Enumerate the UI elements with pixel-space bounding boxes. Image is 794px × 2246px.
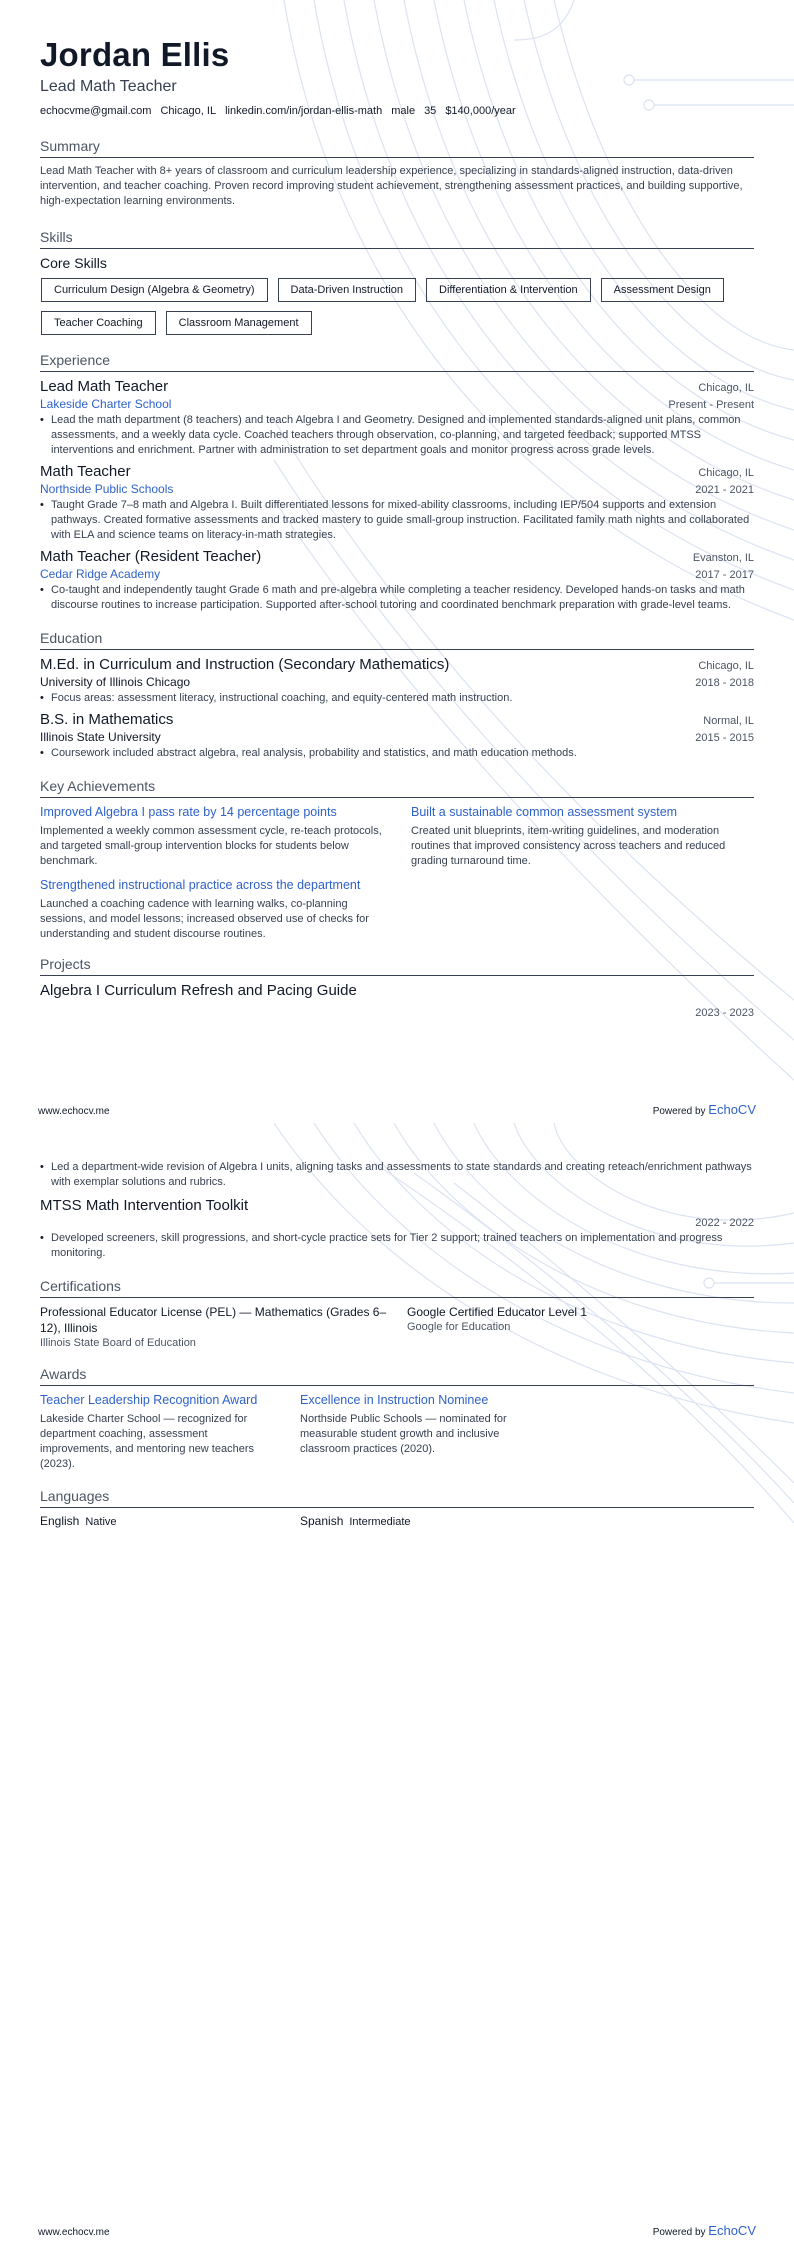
education-dates: 2015 - 2015 (695, 732, 754, 744)
job-title: Math Teacher (40, 463, 131, 480)
skill-pill: Data-Driven Instruction (278, 278, 417, 302)
footer-powered (653, 2223, 756, 2238)
page-1-footer (38, 1102, 756, 1117)
footer-powered (653, 1102, 756, 1117)
footer-brand-logo[interactable]: EchoCV (708, 2223, 756, 2238)
contact-row (40, 105, 754, 117)
achievement-desc: Created unit blueprints, item-writing guidelines, and moderation routines that improved consistency across teachers and reduced grading turnaround time. (411, 825, 726, 867)
language-item (40, 1514, 280, 1528)
skill-pill: Differentiation & Intervention (426, 278, 591, 302)
employer-link[interactable]: Northside Public Schools (40, 482, 174, 496)
education-entry (40, 711, 754, 761)
project-title: Algebra I Curriculum Refresh and Pacing Guide (40, 982, 357, 999)
school-location: Normal, IL (703, 715, 754, 727)
achievement-desc: Launched a coaching cadence with learning walks, co-planning sessions, and model lessons; increased observed use of checks for understanding and student discourse routines. (40, 898, 369, 940)
education-dates: 2018 - 2018 (695, 677, 754, 689)
contact-location: Chicago, IL (160, 105, 217, 117)
language-item (300, 1514, 540, 1528)
certification-item (407, 1304, 754, 1349)
school-name: Illinois State University (40, 730, 161, 744)
job-location: Chicago, IL (698, 382, 754, 394)
project-bullet: • Developed screeners, skill progressions, and short-cycle practice sets for Tier 2 support; trained teachers on implementation and progress monitoring. (40, 1231, 754, 1261)
certification-item (40, 1304, 387, 1349)
achievement-title: Improved Algebra I pass rate by 14 percentage points (40, 805, 337, 819)
project-bullets (40, 1160, 754, 1190)
contact-email[interactable]: echocvme@gmail.com (40, 105, 152, 117)
footer-site-link[interactable]: www.echocv.me (38, 1106, 110, 1117)
contact-linkedin[interactable]: linkedin.com/in/jordan-ellis-math (225, 105, 383, 117)
job-title: Lead Math Teacher (40, 378, 169, 395)
award-item (40, 1392, 280, 1480)
award-desc: Lakeside Charter School — recognized for department coaching, assessment improvements, and mentoring new teachers (2023). (40, 1413, 254, 1470)
job-dates: Present - Present (668, 399, 754, 411)
employer-link[interactable]: Cedar Ridge Academy (40, 567, 161, 581)
language-level: Native (85, 1516, 117, 1528)
job-location: Evanston, IL (692, 552, 754, 564)
experience-heading: Experience (40, 352, 754, 372)
education-bullet: • Focus areas: assessment literacy, instructional coaching, and equity-centered math instruction. (40, 691, 754, 706)
contact-gender: male (391, 105, 416, 117)
certification-issuer: Illinois State Board of Education (40, 1337, 196, 1349)
footer-brand-logo[interactable]: EchoCV (708, 1102, 756, 1117)
awards-grid (40, 1392, 754, 1480)
page-2-footer (38, 2223, 756, 2238)
award-title: Teacher Leadership Recognition Award (40, 1393, 258, 1407)
languages-heading: Languages (40, 1488, 754, 1508)
language-level: Intermediate (349, 1516, 411, 1528)
project-title: MTSS Math Intervention Toolkit (40, 1197, 249, 1214)
experience-entry (40, 548, 754, 613)
summary-heading: Summary (40, 138, 754, 158)
contact-age: 35 (424, 105, 437, 117)
resume-page-2 (0, 1123, 794, 2246)
school-name: University of Illinois Chicago (40, 675, 191, 689)
projects-heading: Projects (40, 956, 754, 976)
skills-list (40, 278, 754, 335)
job-title: Math Teacher (Resident Teacher) (40, 548, 262, 565)
project-entry (40, 1197, 754, 1261)
award-item (300, 1392, 540, 1480)
achievement-item (40, 877, 383, 950)
education-heading: Education (40, 630, 754, 650)
awards-heading: Awards (40, 1366, 754, 1386)
skills-heading: Skills (40, 229, 754, 249)
skill-pill: Assessment Design (601, 278, 724, 302)
achievement-desc: Implemented a weekly common assessment cycle, re-teach protocols, and targeted small-group intervention blocks for students below benchmark. (40, 825, 382, 867)
job-dates: 2017 - 2017 (695, 569, 754, 581)
skills-group-title: Core Skills (40, 255, 107, 271)
achievement-title: Strengthened instructional practice across the department (40, 878, 361, 892)
summary-text: Lead Math Teacher with 8+ years of classroom and curriculum leadership experience, specializing in standards-aligned instruction, data-driven intervention, and teacher coaching. Proven record improving student achievement, strengthening assessment practices, and building supportive, high-expectation learning environments. (40, 165, 743, 207)
skill-pill: Teacher Coaching (41, 311, 156, 335)
achievement-title: Built a sustainable common assessment system (411, 805, 678, 819)
education-entry (40, 656, 754, 706)
degree-title: B.S. in Mathematics (40, 711, 174, 728)
language-name: Spanish (300, 1514, 344, 1528)
job-bullet: • Lead the math department (8 teachers) and teach Algebra I and Geometry. Designed and implemented standards-aligned unit plans, common assessments, and a weekly data cycle. Coached teachers through observation, co-planning, and targeted feedback; supported MTSS interventions and enrichment. Partner with administration to set department goals and monitor progress across grade levels. (40, 413, 754, 458)
footer-powered-label: Powered by (652, 2227, 706, 2238)
project-entry (40, 982, 754, 1019)
certifications-heading: Certifications (40, 1278, 754, 1298)
candidate-name: Jordan Ellis (40, 36, 230, 73)
certification-issuer: Google for Education (407, 1321, 511, 1333)
job-bullet: • Co-taught and independently taught Grade 6 math and pre-algebra while completing a teacher residency. Developed hands-on tasks and math discourse routines to increase participation. Supported after-school tutoring and coordinated benchmark preparation with grade-level teams. (40, 583, 754, 613)
project-dates: 2022 - 2022 (695, 1217, 754, 1229)
footer-site-link[interactable]: www.echocv.me (38, 2227, 110, 2238)
candidate-title: Lead Math Teacher (40, 78, 177, 95)
education-bullet: • Coursework included abstract algebra, real analysis, probability and statistics, and math education methods. (40, 746, 754, 761)
degree-title: M.Ed. in Curriculum and Instruction (Secondary Mathematics) (40, 656, 450, 673)
job-dates: 2021 - 2021 (695, 484, 754, 496)
job-bullet: • Taught Grade 7–8 math and Algebra I. Built differentiated lessons for mixed-ability classrooms, including IEP/504 supports and extension pathways. Created formative assessments and tracked mastery to guide small-group instruction. Facilitated family math nights and collaborated with ELA and science teams on literacy-in-math strategies. (40, 498, 754, 543)
language-name: English (40, 1514, 80, 1528)
achievements-grid (40, 804, 754, 950)
achievement-item (40, 804, 383, 877)
achievement-item (411, 804, 754, 877)
footer-powered-label: Powered by (652, 1106, 706, 1117)
certification-title: Professional Educator License (PEL) — Mathematics (Grades 6–12), Illinois (40, 1305, 387, 1335)
certification-title: Google Certified Educator Level 1 (407, 1305, 588, 1319)
experience-entry (40, 378, 754, 458)
employer-link[interactable]: Lakeside Charter School (40, 397, 172, 411)
experience-entry (40, 463, 754, 543)
project-bullet: • Led a department-wide revision of Algebra I units, aligning tasks and assessments to state standards and creating reteach/enrichment pathways with exemplar solutions and rubrics. (40, 1160, 754, 1190)
certifications-grid (40, 1304, 754, 1349)
contact-salary: $140,000/year (445, 105, 516, 117)
school-location: Chicago, IL (698, 660, 754, 672)
skill-pill: Curriculum Design (Algebra & Geometry) (41, 278, 268, 302)
skill-pill: Classroom Management (166, 311, 312, 335)
award-title: Excellence in Instruction Nominee (300, 1393, 489, 1407)
job-location: Chicago, IL (698, 467, 754, 479)
page-2-content (40, 1158, 754, 1528)
award-desc: Northside Public Schools — nominated for measurable student growth and inclusive classroom practices (2020). (300, 1413, 507, 1455)
languages-list (40, 1514, 754, 1528)
project-dates: 2023 - 2023 (695, 1007, 754, 1019)
page-1-content (40, 36, 754, 1019)
achievements-heading: Key Achievements (40, 778, 754, 798)
